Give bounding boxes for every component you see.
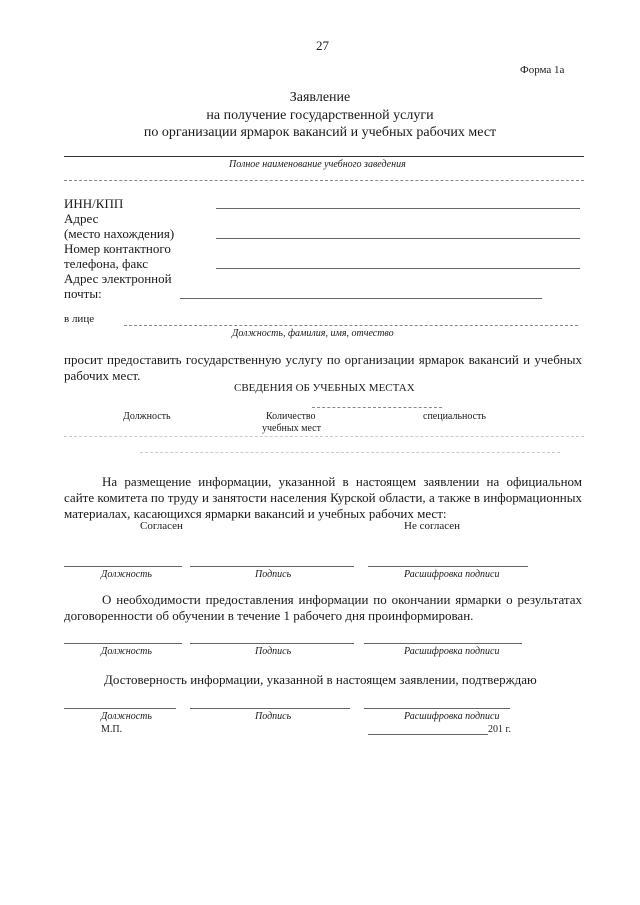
confirm-text: Достоверность информации, указанной в настоящем заявлении, подтверждаю bbox=[104, 672, 537, 687]
consent-agree: Согласен bbox=[140, 520, 183, 532]
sign2-signature-caption: Подпись bbox=[255, 646, 292, 657]
consent-disagree: Не согласен bbox=[404, 520, 461, 532]
sign1-signature-caption: Подпись bbox=[255, 569, 292, 580]
sign3-signature-line bbox=[190, 708, 350, 709]
email-line bbox=[180, 298, 542, 299]
date-suffix: 201 г. bbox=[488, 724, 511, 735]
represented-by-label: в лице bbox=[64, 313, 95, 325]
represented-by-line bbox=[124, 325, 578, 326]
date-line bbox=[368, 734, 488, 735]
email-label-1: Адрес электронной bbox=[64, 271, 172, 286]
sign3-signature-caption: Подпись bbox=[255, 711, 292, 722]
sign1-decoding-line bbox=[368, 566, 528, 567]
sign2-position-line bbox=[64, 643, 182, 644]
sign1-decoding-caption: Расшифровка подписи bbox=[404, 569, 500, 580]
inn-line bbox=[216, 208, 580, 209]
institution-caption: Полное наименование учебного заведения bbox=[229, 159, 406, 170]
header-count-1: Количество bbox=[266, 411, 316, 422]
address-label-2: (место нахождения) bbox=[64, 226, 175, 241]
phone-label-2: телефона, факс bbox=[64, 256, 148, 271]
stamp-label: М.П. bbox=[101, 724, 123, 735]
phone-line bbox=[216, 268, 580, 269]
title-line-1: Заявление bbox=[289, 90, 351, 105]
represented-caption: Должность, фамилия, имя, отчество bbox=[232, 328, 394, 339]
address-line bbox=[216, 238, 580, 239]
header-position: Должность bbox=[123, 411, 171, 422]
sign1-position-line bbox=[64, 566, 182, 567]
form-label: Форма 1а bbox=[520, 64, 565, 76]
sign2-position-caption: Должность bbox=[101, 646, 152, 657]
sign3-position-line bbox=[64, 708, 176, 709]
table-row-line-2 bbox=[140, 452, 560, 453]
sign2-decoding-caption: Расшифровка подписи bbox=[404, 646, 500, 657]
notice-text: О необходимости предоставления информации по окончании ярмарки о результатах договоренности об обучении в течение 1 рабочего дня проинформирован. bbox=[64, 592, 582, 623]
header-count-2: учебных мест bbox=[262, 423, 321, 434]
table-top-fragment bbox=[312, 407, 442, 408]
consent-text: На размещение информации, указанной в настоящем заявлении на официальном сайте комитета по труду и занятости населения Курской области, а также в информационных материалах, касающихся ярмарки вакансий и учебных рабочих мест: bbox=[64, 474, 582, 521]
sign3-decoding-line bbox=[364, 708, 510, 709]
sign2-signature-line bbox=[190, 643, 354, 644]
inn-label: ИНН/КПП bbox=[64, 196, 124, 211]
phone-label-1: Номер контактного bbox=[64, 241, 171, 256]
sign1-position-caption: Должность bbox=[101, 569, 152, 580]
page-number: 27 bbox=[316, 38, 329, 53]
institution-name-line-2 bbox=[64, 180, 584, 181]
institution-name-line bbox=[64, 156, 584, 157]
title-line-3: по организации ярмарок вакансий и учебных рабочих мест bbox=[143, 125, 497, 140]
email-label-2: почты: bbox=[64, 286, 102, 301]
sign3-decoding-caption: Расшифровка подписи bbox=[404, 711, 500, 722]
sign3-position-caption: Должность bbox=[101, 711, 152, 722]
request-text: просит предоставить государственную услугу по организации ярмарок вакансий и учебных рабочих мест. bbox=[64, 352, 582, 383]
sign2-decoding-line bbox=[364, 643, 522, 644]
header-specialty: специальность bbox=[423, 411, 486, 422]
table-row-line-1 bbox=[64, 436, 584, 437]
address-label-1: Адрес bbox=[64, 211, 99, 226]
title-line-2: на получение государственной услуги bbox=[206, 108, 434, 123]
sign1-signature-line bbox=[190, 566, 354, 567]
section-title: СВЕДЕНИЯ ОБ УЧЕБНЫХ МЕСТАХ bbox=[234, 382, 415, 394]
